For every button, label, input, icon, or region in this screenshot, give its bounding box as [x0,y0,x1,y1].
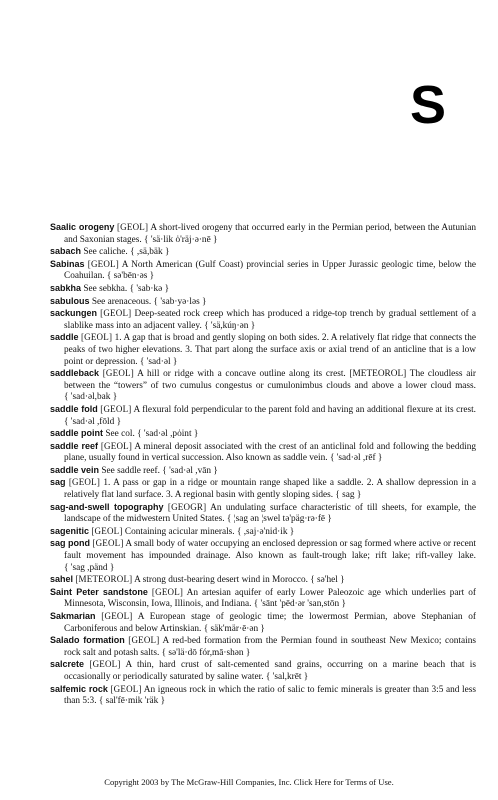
entry-pronunciation: { 'sab·kə } [129,283,170,294]
entry-definition: An igneous rock in which the ratio of salic to femic minerals is greater than 3:5 and less than 5:3. [64,684,477,707]
entry-field-tag: [GEOL] [102,368,134,379]
glossary-entry [50,574,476,587]
entry-term: saddle reef [50,440,99,451]
entry-definition: See arenaceous. [91,296,152,307]
entry-term: saddle [50,332,79,343]
entry-term: Sakmarian [50,611,96,621]
entry-term: saddle fold [50,403,98,414]
entry-pronunciation: { 'sad·əl ,vān } [162,465,218,476]
entry-term: saddle vein [50,464,100,475]
entry-pronunciation: { 'sal,krēt } [265,671,309,682]
entry-definition: A mineral deposit associated with the crest of an anticlinal fold and following the bedding plane, usually found in vertical succession. Also known as saddle vein. [64,441,476,464]
copyright-footer-link[interactable]: Copyright 2003 by The McGraw-Hill Companies, Inc. Click Here for Terms of Use. [104,777,394,787]
entry-term: saddle point [50,428,104,439]
entry-term: Saalic orogeny [50,222,115,232]
entry-definition: See col. [105,429,135,440]
entry-pronunciation: { sə'lä·dō fór,mā·shən } [161,647,251,658]
entry-definition: A red-bed formation from the Permian found in southeast New Mexico; contains rock salt and potash salts. [64,636,476,658]
entry-definition: 1. A pass or gap in a ridge or mountain range shaped like a saddle. 2. A shallow depression in a relatively flat land surface. 3. A regional basin with gently sloping sides. [64,478,476,501]
glossary-entry [50,332,476,368]
glossary-entry [50,368,476,404]
entry-term: sag-and-swell topography [50,501,164,512]
entry-pronunciation: { sal'fē·mik 'räk } [98,696,166,707]
entry-definition: A flexural fold perpendicular to the parent fold and having an additional flexure at its crest. [133,404,477,415]
entry-pronunciation: { 'sad·əl ,fōld } [64,416,122,427]
entry-term: salfemic rock [50,683,108,694]
entry-definition: See sebkha. [83,283,128,294]
entry-term: sag pond [50,538,91,549]
glossary-entry-list [50,222,476,708]
entry-pronunciation: { säk'mär·ē·ən } [203,623,265,634]
entry-field-tag: [GEOL] [101,611,133,621]
glossary-entry [50,283,476,296]
entry-pronunciation: { 'sad·əl,bak } [64,392,118,403]
entry-field-tag: [GEOL] [110,683,142,694]
entry-field-tag: [GEOL] [100,440,133,451]
entry-field-tag: [GEOL] [128,635,160,646]
glossary-entry [50,296,476,309]
entry-term: sahel [50,574,74,585]
entry-pronunciation: { sə'hel } [310,575,345,586]
entry-pronunciation: { 'sab·yə·ləs } [153,296,207,307]
glossary-entry [50,404,476,428]
entry-pronunciation: { ¦sag ən ¦swel tə'päg·rə·fē } [226,514,332,525]
entry-pronunciation: { ,saj·ə'nid·ik } [236,526,295,537]
entry-field-tag: [GEOL] [89,659,121,670]
glossary-entry [50,222,476,246]
entry-pronunciation: { 'sä·lik ȯ'räj·ə·nē } [144,234,218,245]
entry-definition: See saddle reef. [101,465,160,476]
entry-field-tag: [GEOL] [92,538,124,549]
glossary-entry [50,611,476,635]
entry-definition: A hill or ridge with a concave outline along its crest. [METEOROL] The cloudless air between the “towers” of two cumulus congestus or cumulonimbus clouds and above a lower cloud mass. [64,369,477,391]
entry-term: sabach [50,246,82,257]
entry-pronunciation: { 'sad·əl ,pȯint } [137,429,199,440]
glossary-entry [50,308,476,332]
glossary-entry [50,526,476,539]
entry-field-tag: [METEOROL] [75,574,133,585]
entry-term: sabkha [50,282,82,293]
entry-definition: An undulating surface characteristic of till sheets, for example, the landscape of the midwestern United States. [64,502,476,525]
glossary-entry [50,684,476,708]
entry-term: Sabinas [50,258,85,269]
glossary-entry [50,246,476,259]
entry-definition: A strong dust-bearing desert wind in Morocco. [134,575,308,586]
entry-term: sabulous [50,295,90,306]
entry-definition: An artesian aquifer of early Lower Paleozoic age which underlies part of Minnesota, Wisconsin, Iowa, Illinois, and Indiana. [64,587,476,610]
entry-definition: Containing acicular minerals. [124,526,235,537]
glossary-entry [50,428,476,441]
entry-term: salcrete [50,659,85,670]
entry-definition: A North American (Gulf Coast) provincial series in Upper Jurassic geologic time, below the Coahuilan. [64,259,476,282]
entry-definition: A thin, hard crust of salt-cemented sand grains, occurring on a marine beach that is occasionally or periodically saturated by saline water. [64,660,477,682]
entry-definition: See caliche. [83,247,128,258]
entry-term: sagenitic [50,525,90,536]
entry-pronunciation: { 'sad·əl ,rēf } [329,453,383,464]
entry-term: sag [50,477,66,488]
entry-pronunciation: { sag } [335,490,362,501]
entry-term: sackungen [50,308,98,319]
entry-pronunciation: { 'sag ,pänd } [64,562,115,573]
entry-term: Salado formation [50,635,125,646]
entry-field-tag: [GEOL] [151,586,184,597]
entry-field-tag: [GEOL] [80,332,113,343]
entry-definition: 1. A gap that is broad and gently sloping on both sides. 2. A relatively flat ridge that connects the peaks of two higher elevations. 3. That part along the surface axis or axial trend of an anticline that is a low point or depression. [64,333,477,367]
entry-pronunciation: { 'sānt 'pēd·ər 'san,stōn } [253,599,346,610]
entry-definition: Deep-seated rock creep which has produced a ridge-top trench by gradual settlement of a slablike mass into an adjacent valley. [64,309,476,331]
entry-definition: A European stage of geologic time; the lowermost Permian, above Stephanian of Carboniferous and below Artinskian. [64,612,477,634]
glossary-entry [50,441,476,465]
entry-field-tag: [GEOL] [116,222,149,232]
glossary-entry [50,659,476,683]
glossary-entry [50,587,476,611]
entry-field-tag: [GEOL] [87,258,119,269]
entry-term: Saint Peter sandstone [50,586,148,597]
entry-field-tag: [GEOGR] [167,501,207,512]
entry-term: saddleback [50,368,100,379]
entry-pronunciation: { 'sä,kúŋ·ən } [204,320,256,331]
glossary-entry [50,477,476,501]
glossary-entry [50,538,476,574]
glossary-entry [50,259,476,283]
entry-definition: A short-lived orogeny that occurred early in the Permian period, between the Autunian and Saxonian stages. [64,223,476,245]
entry-field-tag: [GEOL] [91,525,123,536]
entry-definition: A small body of water occupying an enclosed depression or sag formed where active or recent fault movement has impounded drainage. Also known as fault-trough lake; rift lake; rift-valley lake. [64,539,477,562]
glossary-entry [50,635,476,659]
entry-pronunciation: { sə'bēn·əs } [106,271,155,282]
glossary-entry [50,502,476,526]
entry-field-tag: [GEOL] [100,403,132,414]
entry-pronunciation: { ,sä,bäk } [130,247,170,258]
entry-field-tag: [GEOL] [100,308,132,319]
glossary-entry [50,465,476,478]
entry-pronunciation: { 'sad·əl } [139,356,178,367]
section-letter: S [409,75,446,135]
entry-field-tag: [GEOL] [68,477,101,488]
